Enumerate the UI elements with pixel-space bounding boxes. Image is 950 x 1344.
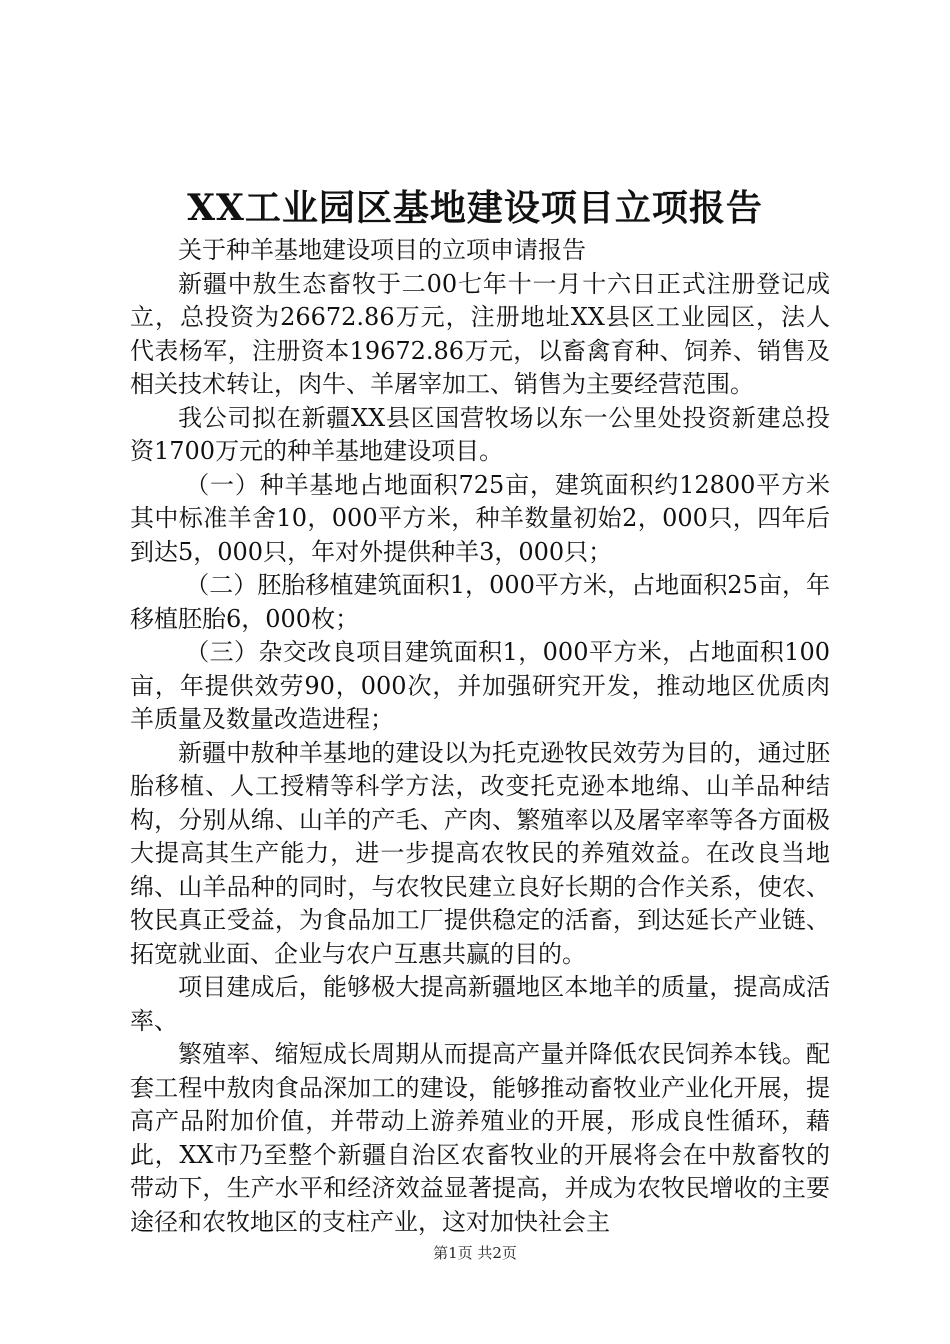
paragraph-benefits: 项目建成后，能够极大提高新疆地区本地羊的质量，提高成活率、 [130, 973, 830, 1035]
paragraph-purpose: 新疆中敖种羊基地的建设以为托克逊牧民效劳为目的，通过胚胎移植、人工授精等科学方法，改变托克逊本地绵、山羊品种结构，分别从绵、山羊的产毛、产肉、繁殖率以及屠宰率等各方面极大提高其生产能力，进一步提高农牧民的养殖效益。在改良当地绵、山羊品种的同时，与农牧民建立良好长期的合作关系，使农、牧民真正受益，为食品加工厂提供稳定的活畜，到达延长产业链、拓宽就业面、企业与农户互惠共赢的目的。 [130, 738, 830, 968]
page-title: XX工业园区基地建设项目立项报告 [187, 187, 763, 229]
paragraph-project-plan: 我公司拟在新疆XX县区国营牧场以东一公里处投资新建总投资1700万元的种羊基地建设项目。 [130, 403, 830, 465]
document-body [130, 234, 830, 1239]
paragraph-item-2: （二）胚胎移植建筑面积1，000平方米，占地面积25亩，年移植胚胎6，000枚； [130, 571, 830, 633]
paragraph-company-intro: 新疆中敖生态畜牧于二00七年十一月十六日正式注册登记成立，总投资为26672.86万元，注册地址XX县区工业园区，法人代表杨军，注册资本19672.86万元，以畜禽育种、饲养、销售及相关技术转让，肉牛、羊屠宰加工、销售为主要经营范围。 [130, 269, 830, 398]
paragraph-item-1: （一）种羊基地占地面积725亩，建筑面积约12800平方米其中标准羊舍10，000平方米，种羊数量初始2，000只，四年后到达5，000只，年对外提供种羊3，000只； [130, 470, 830, 566]
paragraph-benefits-continued: 繁殖率、缩短成长周期从而提高产量并降低农民饲养本钱。配套工程中敖肉食品深加工的建设，能够推动畜牧业产业化开展，提高产品附加价值，并带动上游养殖业的开展，形成良性循环，藉此，XX市乃至整个新疆自治区农畜牧业的开展将会在中敖畜牧的带动下，生产水平和经济效益显著提高，并成为农牧民增收的主要途径和农牧地区的支柱产业，这对加快社会主 [130, 1040, 830, 1236]
page-footer: 第1页 共2页 [433, 1244, 517, 1262]
paragraph-subject: 关于种羊基地建设项目的立项申请报告 [178, 236, 586, 264]
paragraph-item-3: （三）杂交改良项目建筑面积1，000平方米，占地面积100亩，年提供效劳90，000次，并加强研究开发，推动地区优质肉羊质量及数量改造进程； [130, 638, 830, 733]
